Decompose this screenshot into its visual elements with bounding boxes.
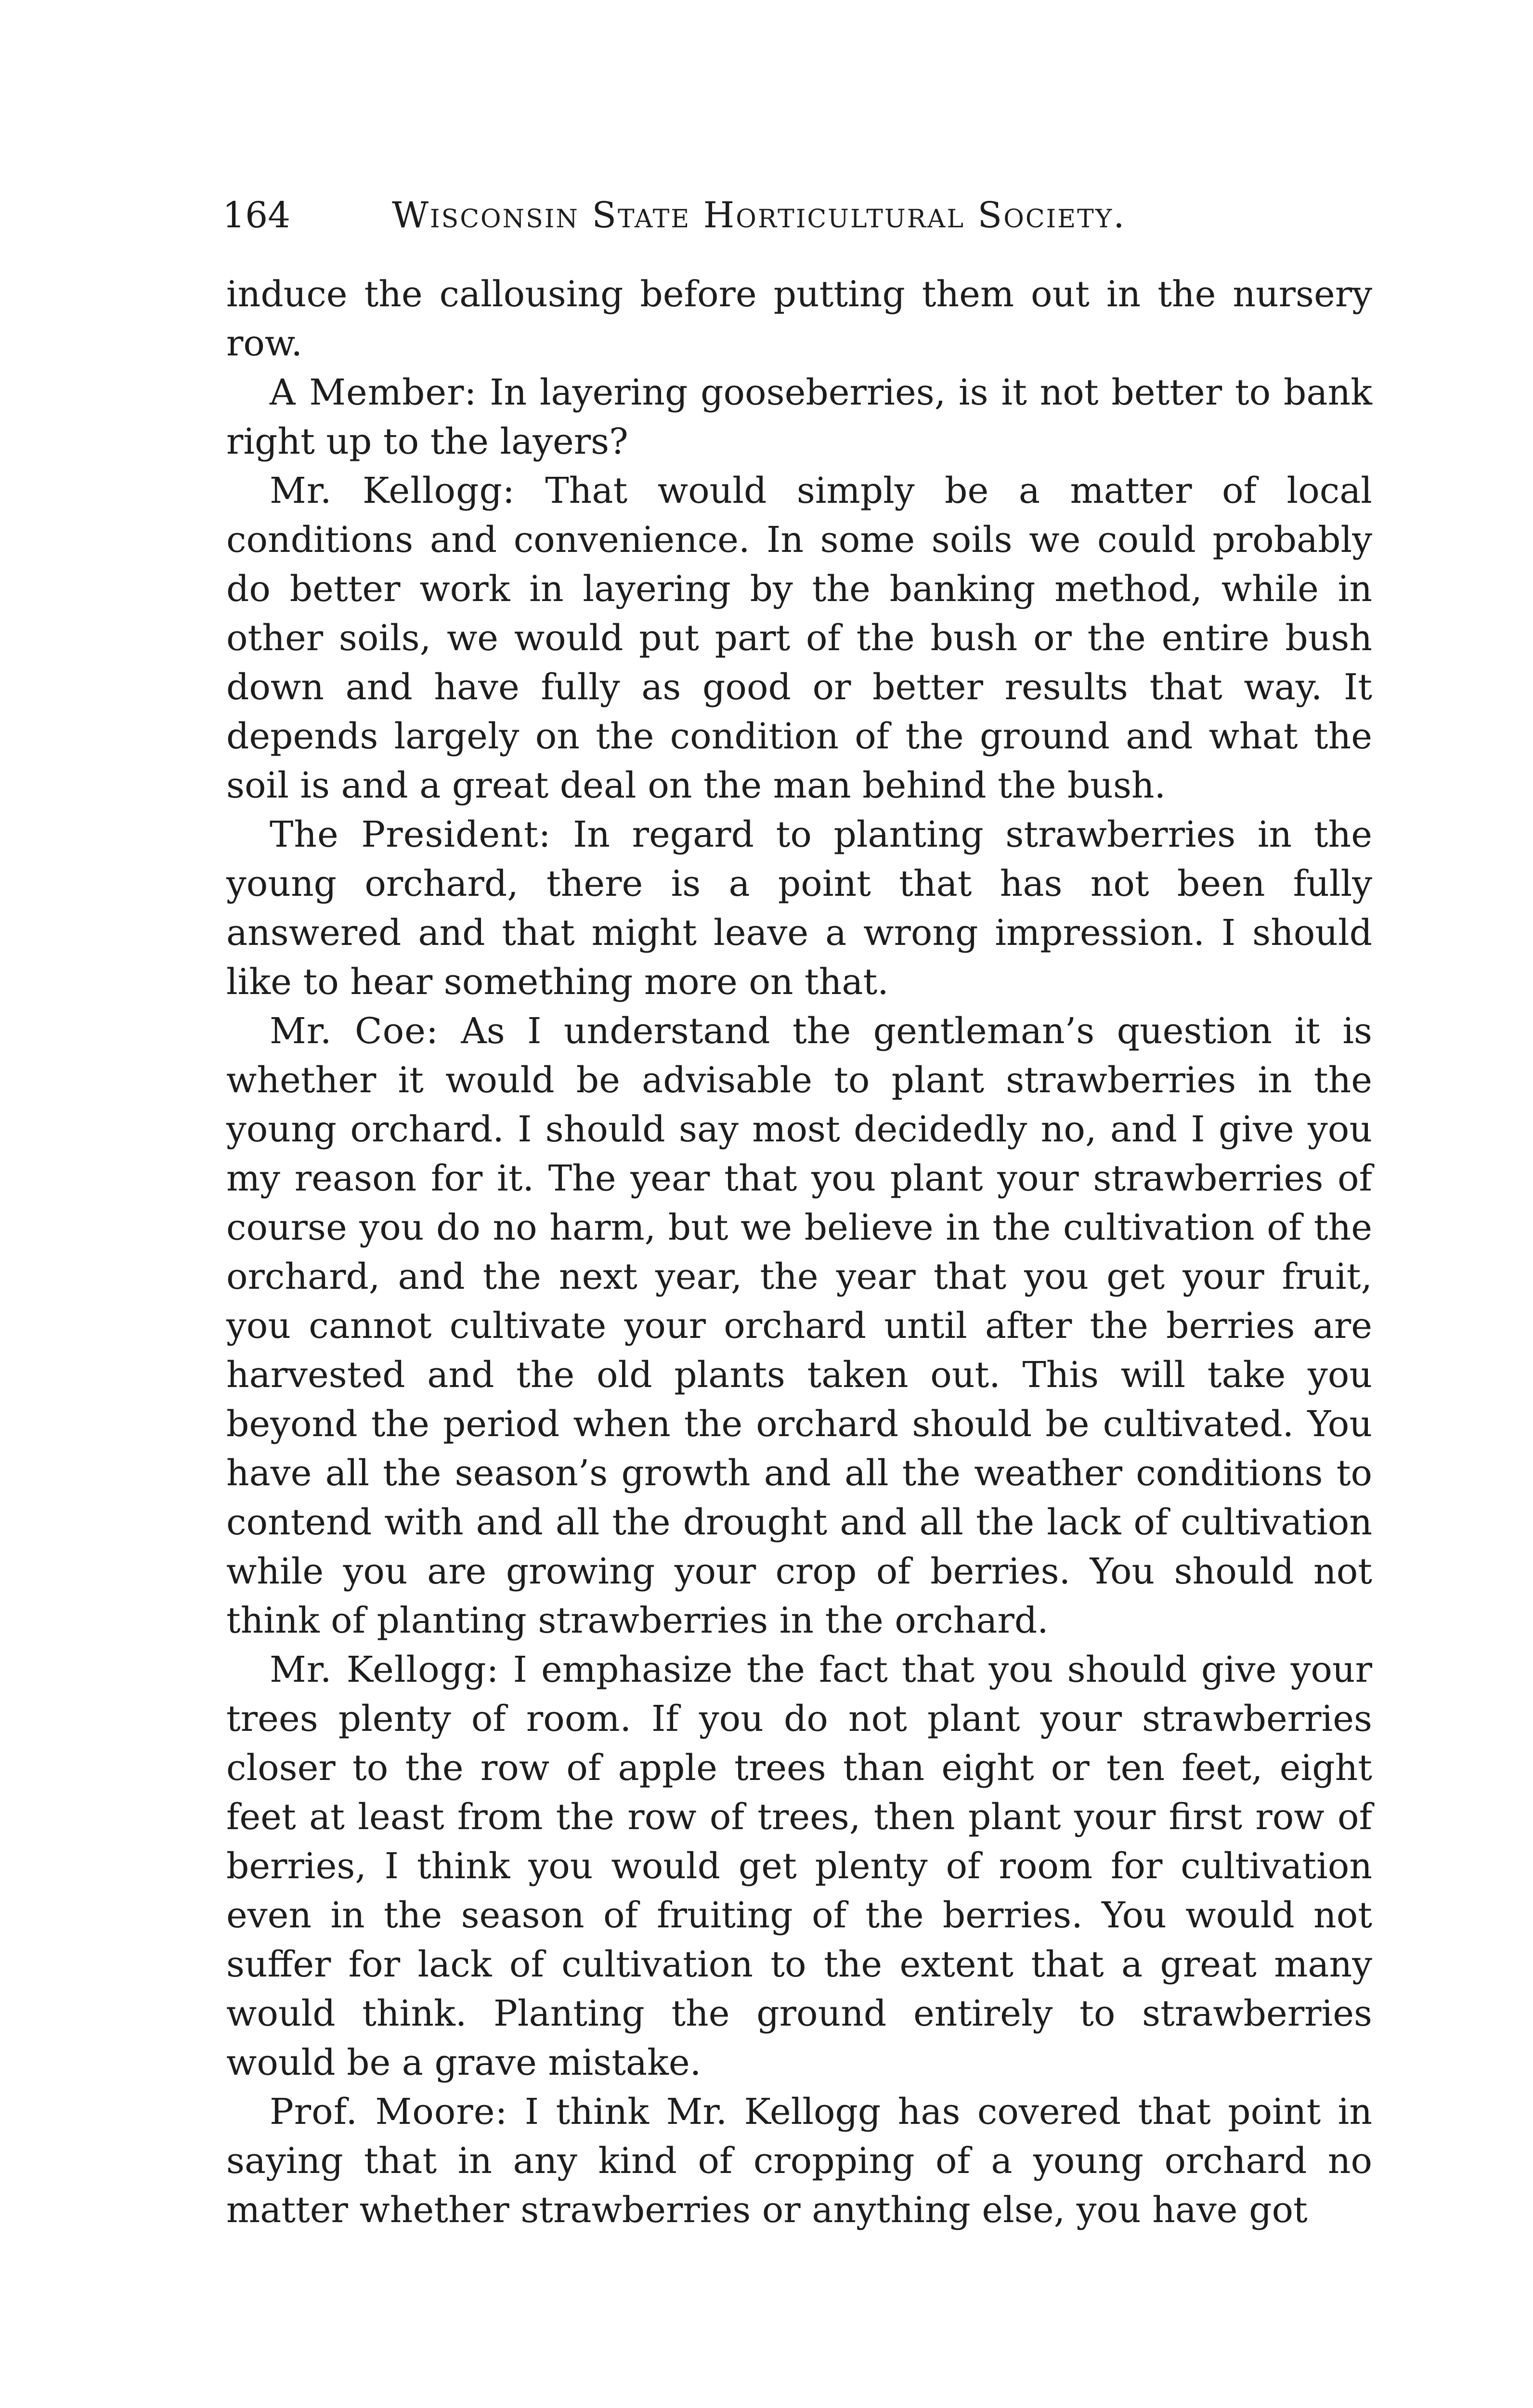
running-title: Wisconsin State Horticultural Society. bbox=[392, 195, 1126, 236]
paragraph-text: In regard to planting strawberries in the young orchard, there is a point that has not been fully answered and that might leave a wrong impression. I should like to hear something more on that. bbox=[226, 814, 1372, 1003]
paragraph-text: I emphasize the fact that you should give your trees plenty of room. If you do not plant your strawberries closer to the row of apple trees than eight or ten feet, eight feet at least from the row of trees, then plant your first row of berries, I think you would get plenty of room for cultivation even in the season of fruiting of the berries. You would not suffer for lack of cultivation to the extent that a great many would think. Planting the ground entirely to strawberries would be a grave mistake. bbox=[226, 1649, 1372, 2083]
speaker-label: A Member: bbox=[270, 372, 477, 413]
paragraph-text: I think Mr. Kellogg has covered that point in saying that in any kind of cropping of a young orchard no matter whether strawberries or anything else, you have got bbox=[226, 2091, 1372, 2231]
paragraph bbox=[226, 368, 1372, 466]
paragraph-text: In layering gooseberries, is it not better to bank right up to the layers? bbox=[226, 372, 1372, 462]
paragraph bbox=[226, 810, 1372, 1007]
page-number: 164 bbox=[222, 195, 291, 236]
paragraph bbox=[226, 1007, 1372, 1645]
speaker-label: Prof. Moore: bbox=[270, 2091, 508, 2133]
paragraph bbox=[226, 466, 1372, 810]
speaker-label: Mr. Kellogg: bbox=[270, 1649, 499, 1690]
body-text bbox=[226, 270, 1372, 2235]
paragraph-text: induce the callousing before putting them out in the nursery row. bbox=[226, 274, 1372, 364]
speaker-label: Mr. Coe: bbox=[270, 1010, 439, 1052]
paragraph-continuation bbox=[226, 270, 1372, 368]
speaker-label: The President: bbox=[270, 814, 551, 855]
page-header bbox=[222, 189, 1388, 242]
paragraph-text: As I understand the gentleman’s question it is whether it would be advisable to plant strawberries in the young orchard. I should say most decidedly no, and I give you my reason for it. The year that you plant your strawberries of course you do no harm, but we believe in the cultivation of the orchard, and the next year, the year that you get your fruit, you cannot cultivate your orchard until after the berries are harvested and the old plants taken out. This will take you beyond the period when the orchard should be cultivated. You have all the season’s growth and all the weather conditions to contend with and all the drought and all the lack of cultivation while you are growing your crop of berries. You should not think of planting strawberries in the orchard. bbox=[226, 1010, 1372, 1641]
paragraph bbox=[226, 2087, 1372, 2235]
speaker-label: Mr. Kellogg: bbox=[270, 470, 515, 511]
paragraph bbox=[226, 1645, 1372, 2087]
paragraph-text: That would simply be a matter of local conditions and convenience. In some soils we could probably do better work in layering by the banking method, while in other soils, we would put part of the bush or the entire bush down and have fully as good or better results that way. It depends largely on the condition of the ground and what the soil is and a great deal on the man behind the bush. bbox=[226, 470, 1372, 806]
